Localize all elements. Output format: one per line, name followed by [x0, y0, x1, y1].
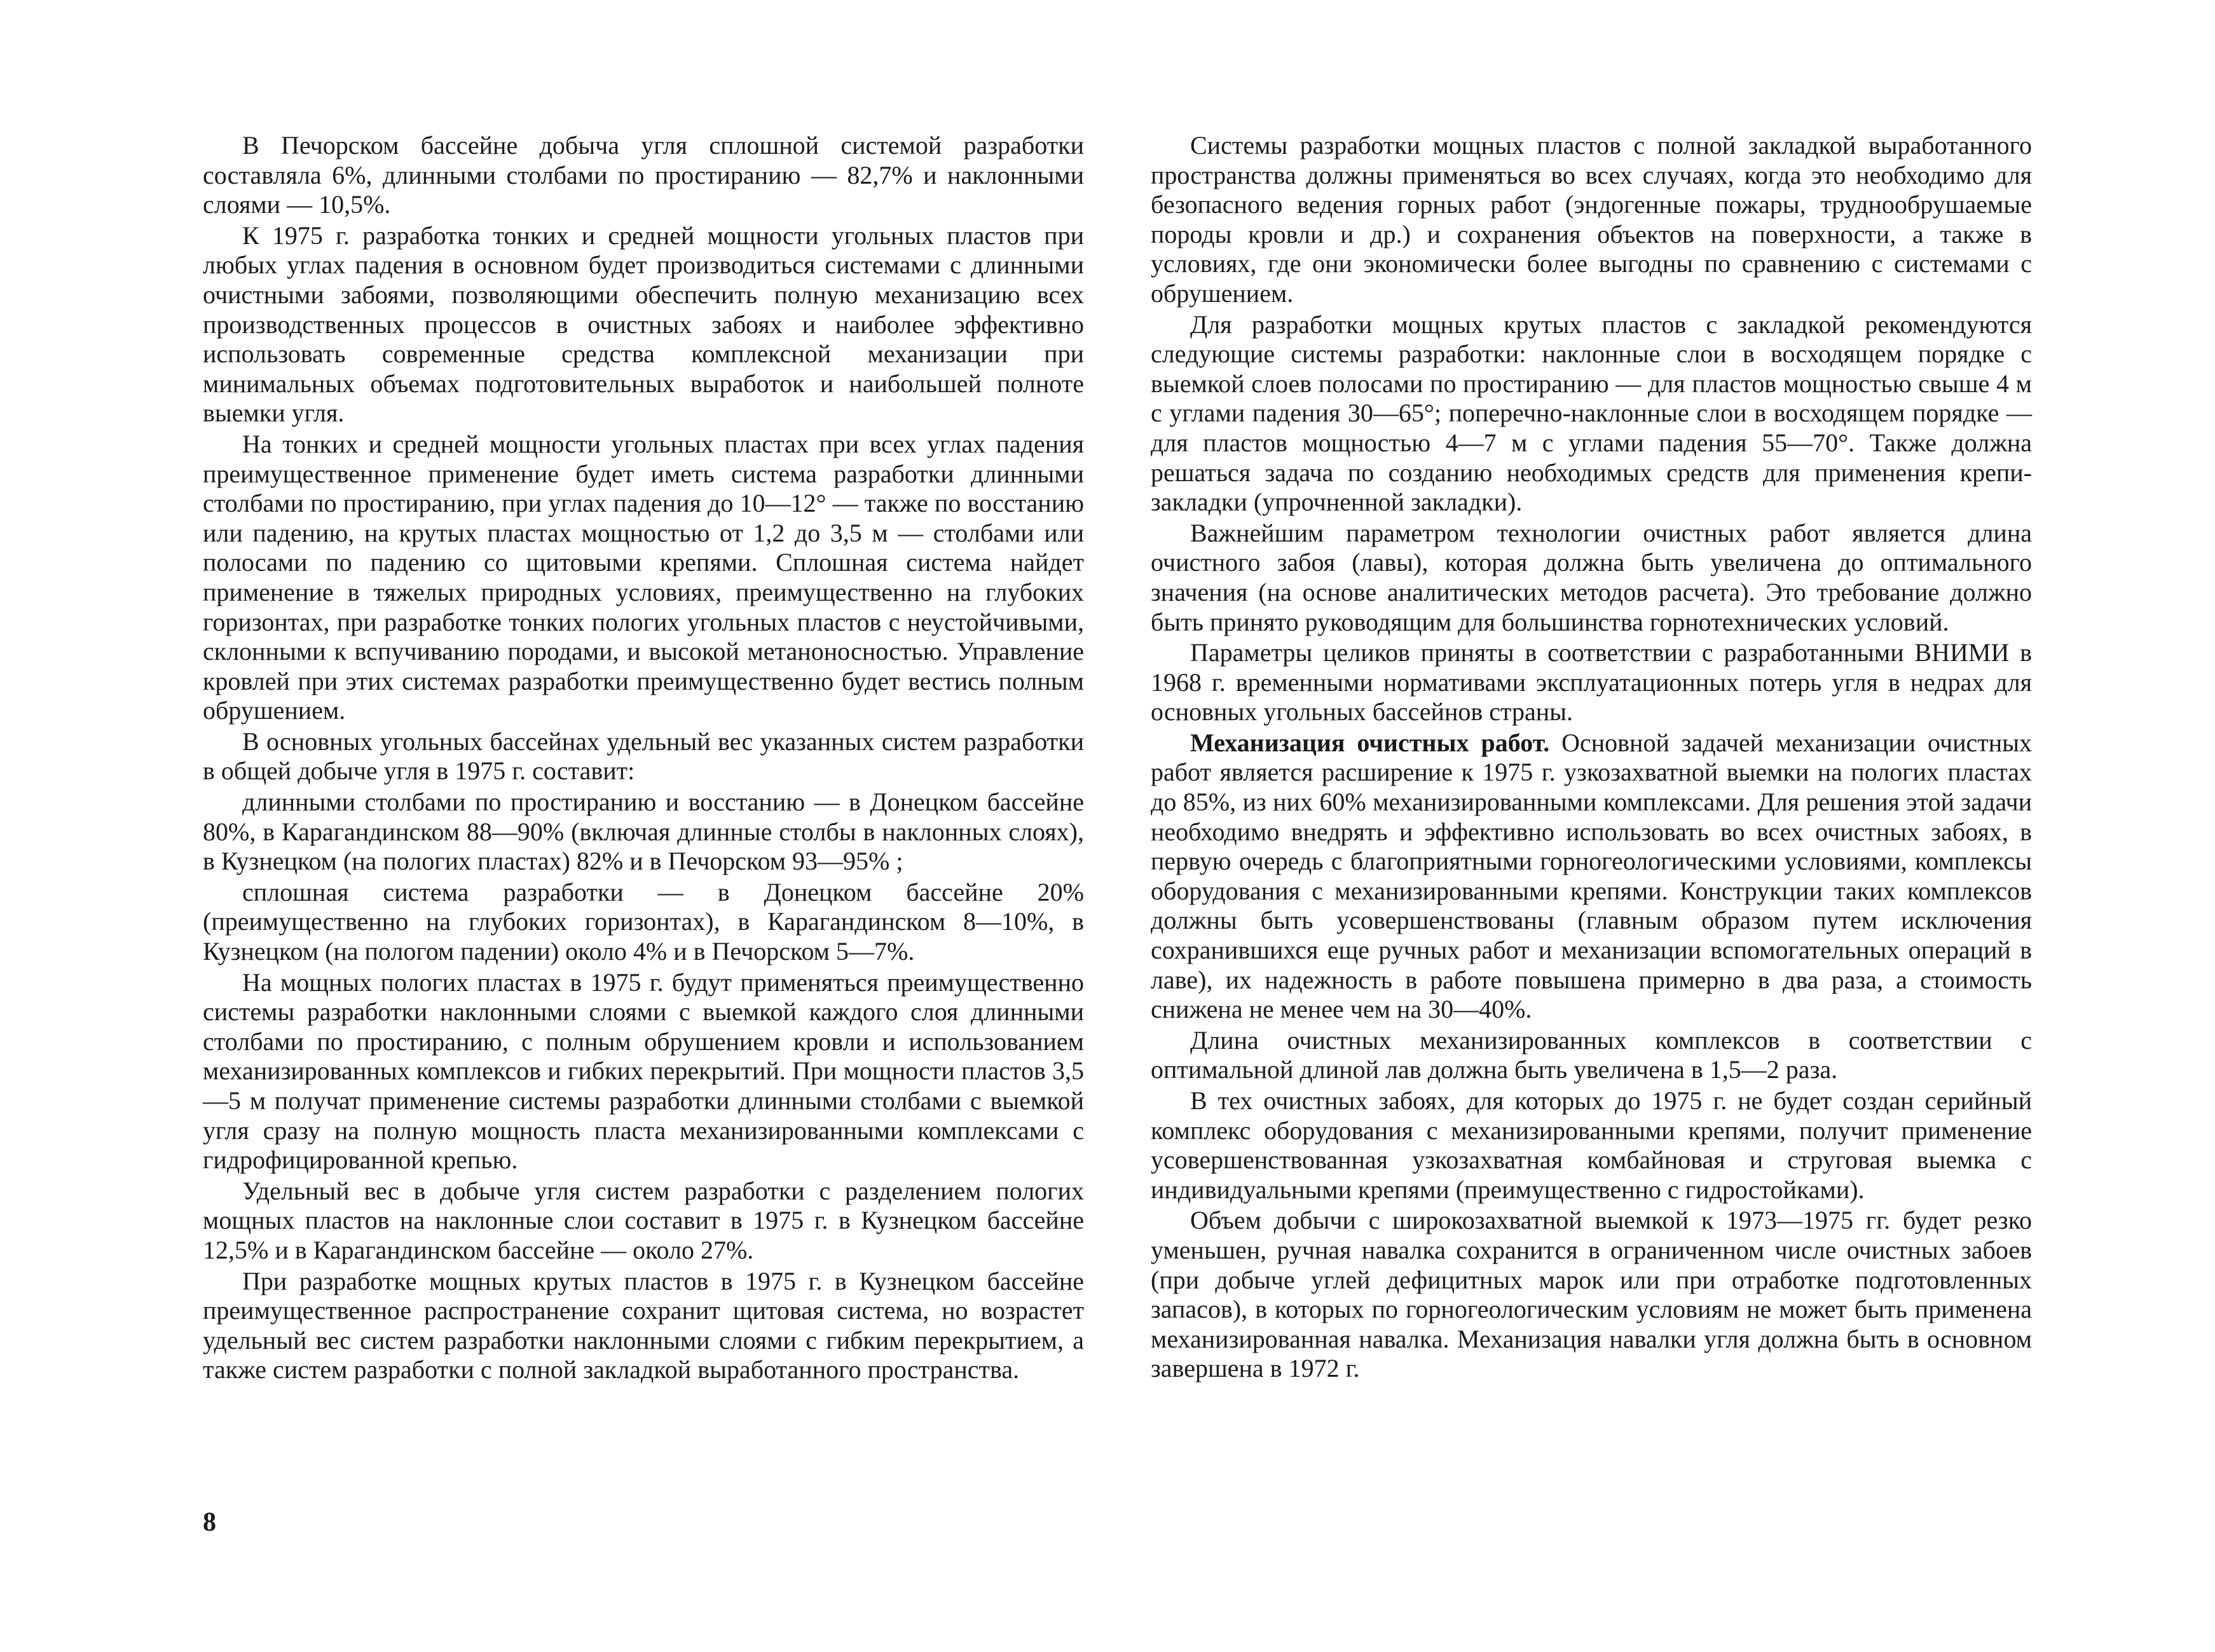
paragraph: На мощных пологих пластах в 1975 г. будут применяться преимущественно системы разработки наклонными слоями с выемкой каждого слоя длинными столбами по простиранию, с полным обрушением кровли и использованием механизированных комплексов и гибких перекрытий. При мощности пластов 3,5—5 м получат применение системы разработки длинными столбами с выемкой угля сразу на полную мощность пласта механизированными комплексами с гидрофицированной крепью.: [203, 967, 1084, 1175]
paragraph-with-run-in-heading: [1151, 728, 2032, 1025]
paragraph: сплошная система разработки — в Донецком бассейне 20% (преимущественно на глубоких горизонтах), в Карагандинском 8—10%, в Кузнецком (на пологом падении) около 4% и в Печорском 5—7%.: [203, 877, 1084, 966]
paragraph-body: Основной задачей механизации очистных работ является расширение к 1975 г. узкозахватной выемки на пологих пластах до 85%, из них 60% механизированными комплексами. Для решения этой задачи необходимо внедрять и эффективно использовать во всех очистных забоях, в первую очередь с благоприятными горногеологическими условиями, комплексы оборудования с механизированными крепями. Конструкции таких комплексов должны быть усовершенствованы (главным образом путем исключения сохранившихся еще ручных работ и механизации вспомогательных операций в лаве), их надежность в работе повышена примерно в два раза, а стоимость снижена не менее чем на 30—40%.: [1151, 728, 2032, 1024]
left-text-column: [203, 131, 1084, 1385]
paragraph: Длина очистных механизированных комплексов в соответствии с оптимальной длиной лав должна быть увеличена в 1,5—2 раза.: [1151, 1025, 2032, 1084]
paragraph: В тех очистных забоях, для которых до 1975 г. не будет создан серийный комплекс оборудования с механизированными крепями, получит применение усовершенствованная узкозахватная комбайновая и струговая выемка с индивидуальными крепями (преимущественно с гидростойками).: [1151, 1086, 2032, 1204]
paragraph: На тонких и средней мощности угольных пластах при всех углах падения преимущественное применение будет иметь система разработки длинными столбами по простиранию, при углах падения до 10—12° — также по восстанию или падению, на крутых пластах мощностью от 1,2 до 3,5 м — столбами или полосами по падению со щитовыми крепями. Сплошная система найдет применение в тяжелых природных условиях, преимущественно на глубоких горизонтах, при разработке тонких пологих угольных пластов с неустойчивыми, склонными к вспучиванию породами, и высокой метаноносностью. Управление кровлей при этих системах разработки преимущественно будет вестись полным обрушением.: [203, 429, 1084, 725]
section-run-in-heading: Механизация очистных работ.: [1190, 728, 1550, 757]
paragraph: В основных угольных бассейнах удельный вес указанных систем разработки в общей добыче угля в 1975 г. составит:: [203, 727, 1084, 786]
paragraph: длинными столбами по простиранию и восстанию — в Донецком бассейне 80%, в Карагандинском 88—90% (включая длинные столбы в наклонных слоях), в Кузнецком (на пологих пластах) 82% и в Печорском 93—95% ;: [203, 788, 1084, 876]
right-text-column: [1151, 131, 2032, 1384]
paragraph: В Печорском бассейне добыча угля сплошной системой разработки составляла 6%, длинными столбами по простиранию — 82,7% и наклонными слоями — 10,5%.: [203, 131, 1084, 219]
paragraph: К 1975 г. разработка тонких и средней мощности угольных пластов при любых углах падения в основном будет производиться системами с длинными очистными забоями, позволяющими обеспечить полную механизацию всех производственных процессов в очистных забоях и наиболее эффективно использовать современные средства комплексной механизации при минимальных объемах подготовительных выработок и наибольшей полноте выемки угля.: [203, 221, 1084, 428]
paragraph: Удельный вес в добыче угля систем разработки с разделением пологих мощных пластов на наклонные слои составит в 1975 г. в Кузнецком бассейне 12,5% и в Карагандинском бассейне — около 27%.: [203, 1176, 1084, 1264]
paragraph: Важнейшим параметром технологии очистных работ является длина очистного забоя (лавы), которая должна быть увеличена до оптимального значения (на основе аналитических методов расчета). Это требование должно быть принято руководящим для большинства горнотехнических условий.: [1151, 518, 2032, 636]
page-number: 8: [203, 1508, 216, 1537]
paragraph: Системы разработки мощных пластов с полной закладкой выработанного пространства должны применяться во всех случаях, когда это необходимо для безопасного ведения горных работ (эндогенные пожары, труднообрушаемые породы кровли и др.) и сохранения объектов на поверхности, а также в условиях, где они экономически более выгодны по сравнению с системами с обрушением.: [1151, 131, 2032, 308]
paragraph: При разработке мощных крутых пластов в 1975 г. в Кузнецком бассейне преимущественное распространение сохранит щитовая система, но возрастет удельный вес систем разработки наклонными слоями с гибким перекрытием, а также систем разработки с полной закладкой выработанного пространства.: [203, 1266, 1084, 1384]
paragraph: Для разработки мощных крутых пластов с закладкой рекомендуются следующие системы разработки: наклонные слои в восходящем порядке с выемкой слоев полосами по простиранию — для пластов мощностью свыше 4 м с углами падения 30—65°; поперечно-наклонные слои в восходящем порядке — для пластов мощностью 4—7 м с углами падения 55—70°. Также должна решаться задача по созданию необходимых средств для применения крепи-закладки (упрочненной закладки).: [1151, 310, 2032, 517]
paragraph: Объем добычи с широкозахватной выемкой к 1973—1975 гг. будет резко уменьшен, ручная навалка сохранится в ограниченном числе очистных забоев (при добыче углей дефицитных марок или при отработке подготовленных запасов), в которых по горногеологическим условиям не может быть применена механизированная навалка. Механизация навалки угля должна быть в основном завершена в 1972 г.: [1151, 1206, 2032, 1383]
paragraph: Параметры целиков приняты в соответствии с разработанными ВНИМИ в 1968 г. временными нормативами эксплуатационных потерь угля в недрах для основных угольных бассейнов страны.: [1151, 638, 2032, 727]
